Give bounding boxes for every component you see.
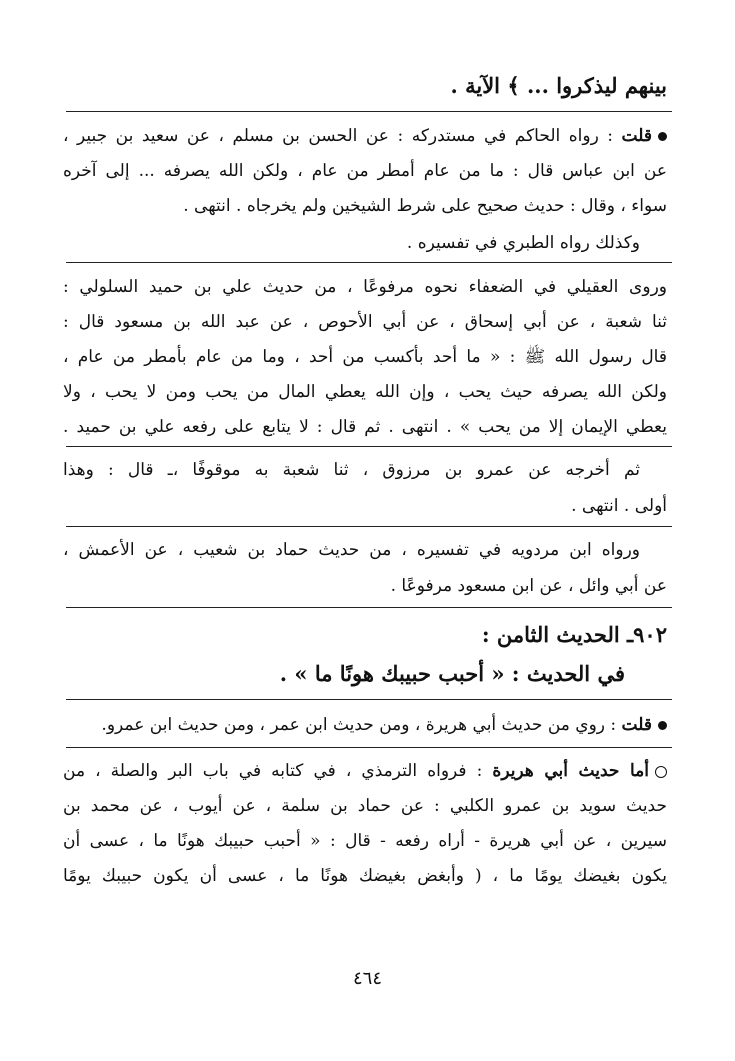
separator-rule — [66, 111, 672, 112]
paragraph-line: قال رسول الله ﷺ : « ما أحد بأكسب من أحد ، وما من عام بأمطر من عام ، — [63, 347, 667, 367]
separator-rule — [66, 526, 672, 527]
bullet-icon — [658, 721, 667, 730]
hadith-heading: ٩٠٢ـ الحديث الثامن : — [481, 622, 667, 647]
paragraph-line: سواء ، وقال : حديث صحيح على شرط الشيخين ولم يخرجاه . انتهى . — [183, 196, 667, 216]
paragraph-line: قلت : رواه الحاكم في مستدركه : عن الحسن بن مسلم ، عن سعيد بن جبير ، — [63, 122, 667, 150]
paragraph-line: أما حديث أبي هريرة : فرواه الترمذي ، في كتابه في باب البر والصلة ، من — [63, 757, 667, 785]
paragraph-line: ثم أخرجه عن عمرو بن مرزوق ، ثنا شعبة به موقوفًا ،ـ قال : وهذا — [63, 460, 640, 480]
continuation-line: بينهم ليذكروا ... ﴾ الآية . — [450, 73, 667, 98]
bullet-icon — [658, 132, 667, 141]
circle-marker-icon — [655, 766, 667, 778]
qultu-label: قلت — [621, 126, 652, 146]
paragraph-line: وكذلك رواه الطبري في تفسيره . — [406, 233, 640, 253]
paragraph-line: يكون بغيضك يومًا ما ، ( وأبغض بغيضك هونًا ما ، عسى أن يكون حبيبك يومًا — [63, 866, 667, 886]
paragraph-line: ثنا شعبة ، عن أبي إسحاق ، عن أبي الأحوص ، عن عبد الله بن مسعود قال : — [63, 312, 667, 332]
paragraph-line: يعطي الإيمان إلا من يحب » . انتهى . ثم قال : لا يتابع على رفعه علي بن حميد . — [63, 417, 667, 437]
hadith-subheading: في الحديث : « أحبب حبيبك هونًا ما » . — [279, 661, 625, 686]
page-number: ٤٦٤ — [352, 968, 382, 989]
paragraph-line: عن ابن عباس قال : ما من عام أمطر من عام ، ولكن الله يصرفه ... إلى آخره — [63, 161, 667, 181]
paragraph-line: وروى العقيلي في الضعفاء نحوه مرفوعًا ، من حديث علي بن حميد السلولي : — [63, 277, 667, 297]
paragraph-line: ورواه ابن مردويه في تفسيره ، من حديث حماد بن شعيب ، عن الأعمش ، — [63, 540, 640, 560]
paragraph-line: ولكن الله يصرفه حيث يحب ، وإن الله يعطي المال من يحب ومن لا يحب ، ولا — [63, 382, 667, 402]
qultu-label: قلت — [621, 715, 652, 735]
separator-rule — [66, 699, 672, 700]
separator-rule — [66, 446, 672, 447]
section-label: أما حديث أبي هريرة — [492, 761, 650, 781]
separator-rule — [66, 607, 672, 608]
paragraph-line: عن أبي وائل ، عن ابن مسعود مرفوعًا . — [390, 576, 667, 596]
paragraph-line: حديث سويد بن عمرو الكلبي : عن حماد بن سلمة ، عن أيوب ، عن محمد بن — [63, 796, 667, 816]
paragraph-line: قلت : روي من حديث أبي هريرة ، ومن حديث ابن عمر ، ومن حديث ابن عمرو. — [63, 711, 667, 739]
separator-rule — [66, 262, 672, 263]
paragraph-line: سيرين ، عن أبي هريرة - أراه رفعه - قال : « أحبب حبيبك هونًا ما ، عسى أن — [63, 831, 667, 851]
separator-rule — [66, 747, 672, 748]
paragraph-line: أولى . انتهى . — [571, 496, 667, 516]
